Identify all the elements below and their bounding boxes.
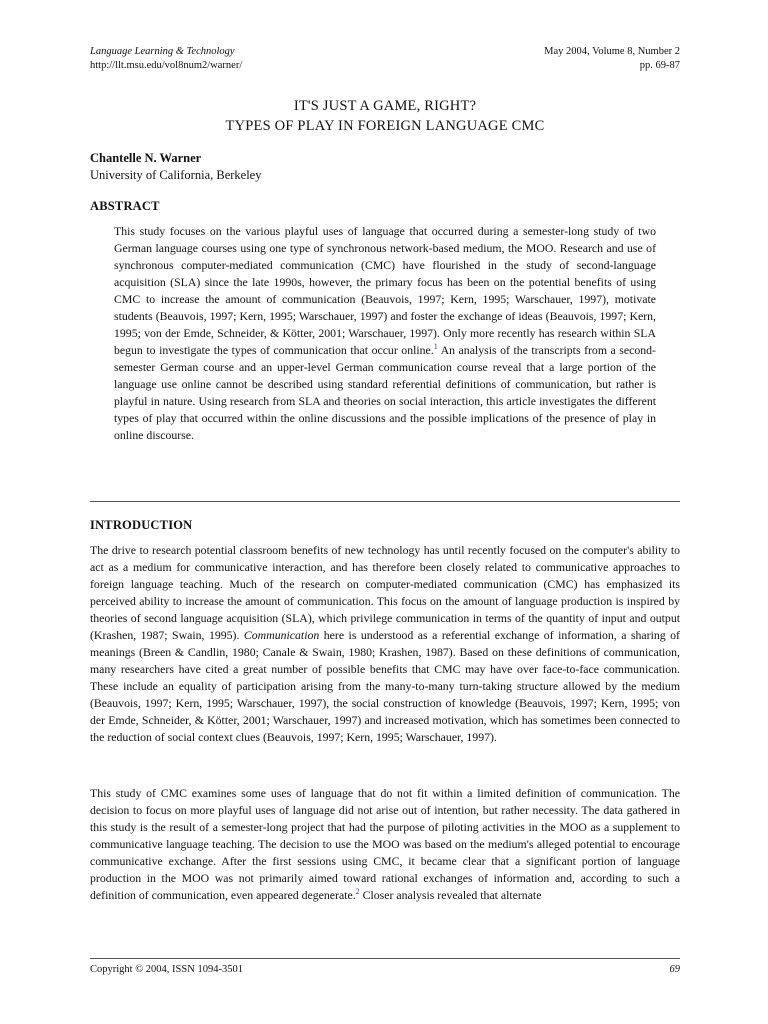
author-affiliation: University of California, Berkeley: [90, 168, 262, 182]
intro-paragraph-2: [90, 785, 680, 904]
intro-p1-emphasis: Communication: [243, 628, 320, 642]
introduction-heading: INTRODUCTION: [90, 518, 193, 532]
abstract-heading: ABSTRACT: [90, 199, 160, 213]
page-number: 69: [669, 964, 680, 975]
abstract-text: [114, 223, 656, 444]
copyright-notice: Copyright © 2004, ISSN 1094-3501: [90, 964, 243, 975]
section-divider: [90, 501, 680, 502]
title-line-1: IT'S JUST A GAME, RIGHT?: [293, 98, 477, 114]
abstract-text-part-2: An analysis of the transcripts from a second-semester German course and an upper-level German communication course reveal that a large portion of the language use online cannot be described using standard referential definitions of communication, but rather is playful in nature. Using research from SLA and theories on social interaction, this article investigates the different types of play that occurred within the online discussions and the possible implications of the presence of play in online discourse.: [114, 343, 656, 442]
intro-p1-part-b: here is understood as a referential exchange of information, a sharing of meanings (Breen & Candlin, 1980; Canale & Swain, 1980; Krashen, 1987). Based on these definitions of communication, many researchers have cited a great number of possible benefits that CMC may have over face-to-face communication. These include an equality of participation arising from the many-to-many turn-taking structure allowed by the medium (Beauvois, 1997; Kern, 1995; Warschauer, 1997), the social construction of knowledge (Beauvois, 1997; Kern, 1995; von der Emde, Schneider, & Kötter, 2001; Warschauer, 1997) and increased motivation, which has sometimes been connected to the reduction of social context clues (Beauvois, 1997; Kern, 1995; Warschauer, 1997).: [90, 628, 680, 744]
footer-divider: [90, 958, 680, 959]
author-block: [90, 150, 261, 184]
title-line-2: TYPES OF PLAY IN FOREIGN LANGUAGE CMC: [225, 118, 545, 134]
footnote-ref-2[interactable]: 2: [355, 887, 360, 897]
intro-p1-part-a: The drive to research potential classroom benefits of new technology has until recently focused on the computer's ability to act as a medium for communicative interaction, and has therefore been closely related to communicative approaches to foreign language teaching. Much of the research on computer-mediated communication (CMC) has emphasized its perceived ability to increase the amount of communication. This focus on the amount of language production is inspired by theories of second language acquisition (SLA), which privilege communication in terms of the quantity of input and output (Krashen, 1987; Swain, 1995).: [90, 543, 680, 642]
author-name: Chantelle N. Warner: [90, 151, 202, 165]
header-left: [90, 45, 242, 73]
journal-name: Language Learning & Technology: [90, 46, 235, 57]
issue-info: May 2004, Volume 8, Number 2: [544, 46, 680, 57]
page-footer: [90, 963, 680, 977]
intro-paragraph-1: [90, 542, 680, 746]
intro-p2-part-b: Closer analysis revealed that alternate: [359, 888, 542, 902]
running-header: [90, 45, 680, 73]
article-url[interactable]: http://llt.msu.edu/vol8num2/warner/: [90, 60, 243, 71]
footnote-ref-1[interactable]: 1: [433, 342, 438, 352]
paper-title: [90, 96, 680, 136]
abstract-text-part-1: This study focuses on the various playful uses of language that occurred during a semester-long study of two German language courses using one type of synchronous network-based medium, the MOO. Research and use of synchronous computer-mediated communication (CMC) have flourished in the study of second-language acquisition (SLA) since the late 1990s, however, the primary focus has been on the potential benefits of using CMC to increase the amount of communication (Beauvois, 1997; Kern, 1995; Warschauer, 1997), motivate students (Beauvois, 1997; Kern, 1995; Warschauer, 1997) and foster the exchange of ideas (Beauvois, 1997; Kern, 1995; von der Emde, Schneider, & Kötter, 2001; Warschauer, 1997). Only more recently has research within SLA begun to investigate the types of communication that occur online.: [114, 224, 656, 357]
intro-p2-part-a: This study of CMC examines some uses of language that do not fit within a limited definition of communication. The decision to focus on more playful uses of language did not arise out of intention, but rather necessity. The data gathered in this study is the result of a semester-long project that had the purpose of piloting activities in the MOO as a supplement to communicative language teaching. The decision to use the MOO was based on the medium's alleged potential to encourage communicative exchange. After the first sessions using CMC, it became clear that a significant portion of language production in the MOO was not primarily aimed toward rational exchanges of information and, according to such a definition of communication, even appeared degenerate.: [90, 786, 680, 902]
header-right: [544, 45, 680, 73]
paper-page: [90, 0, 680, 1024]
page-range: pp. 69-87: [639, 60, 680, 71]
